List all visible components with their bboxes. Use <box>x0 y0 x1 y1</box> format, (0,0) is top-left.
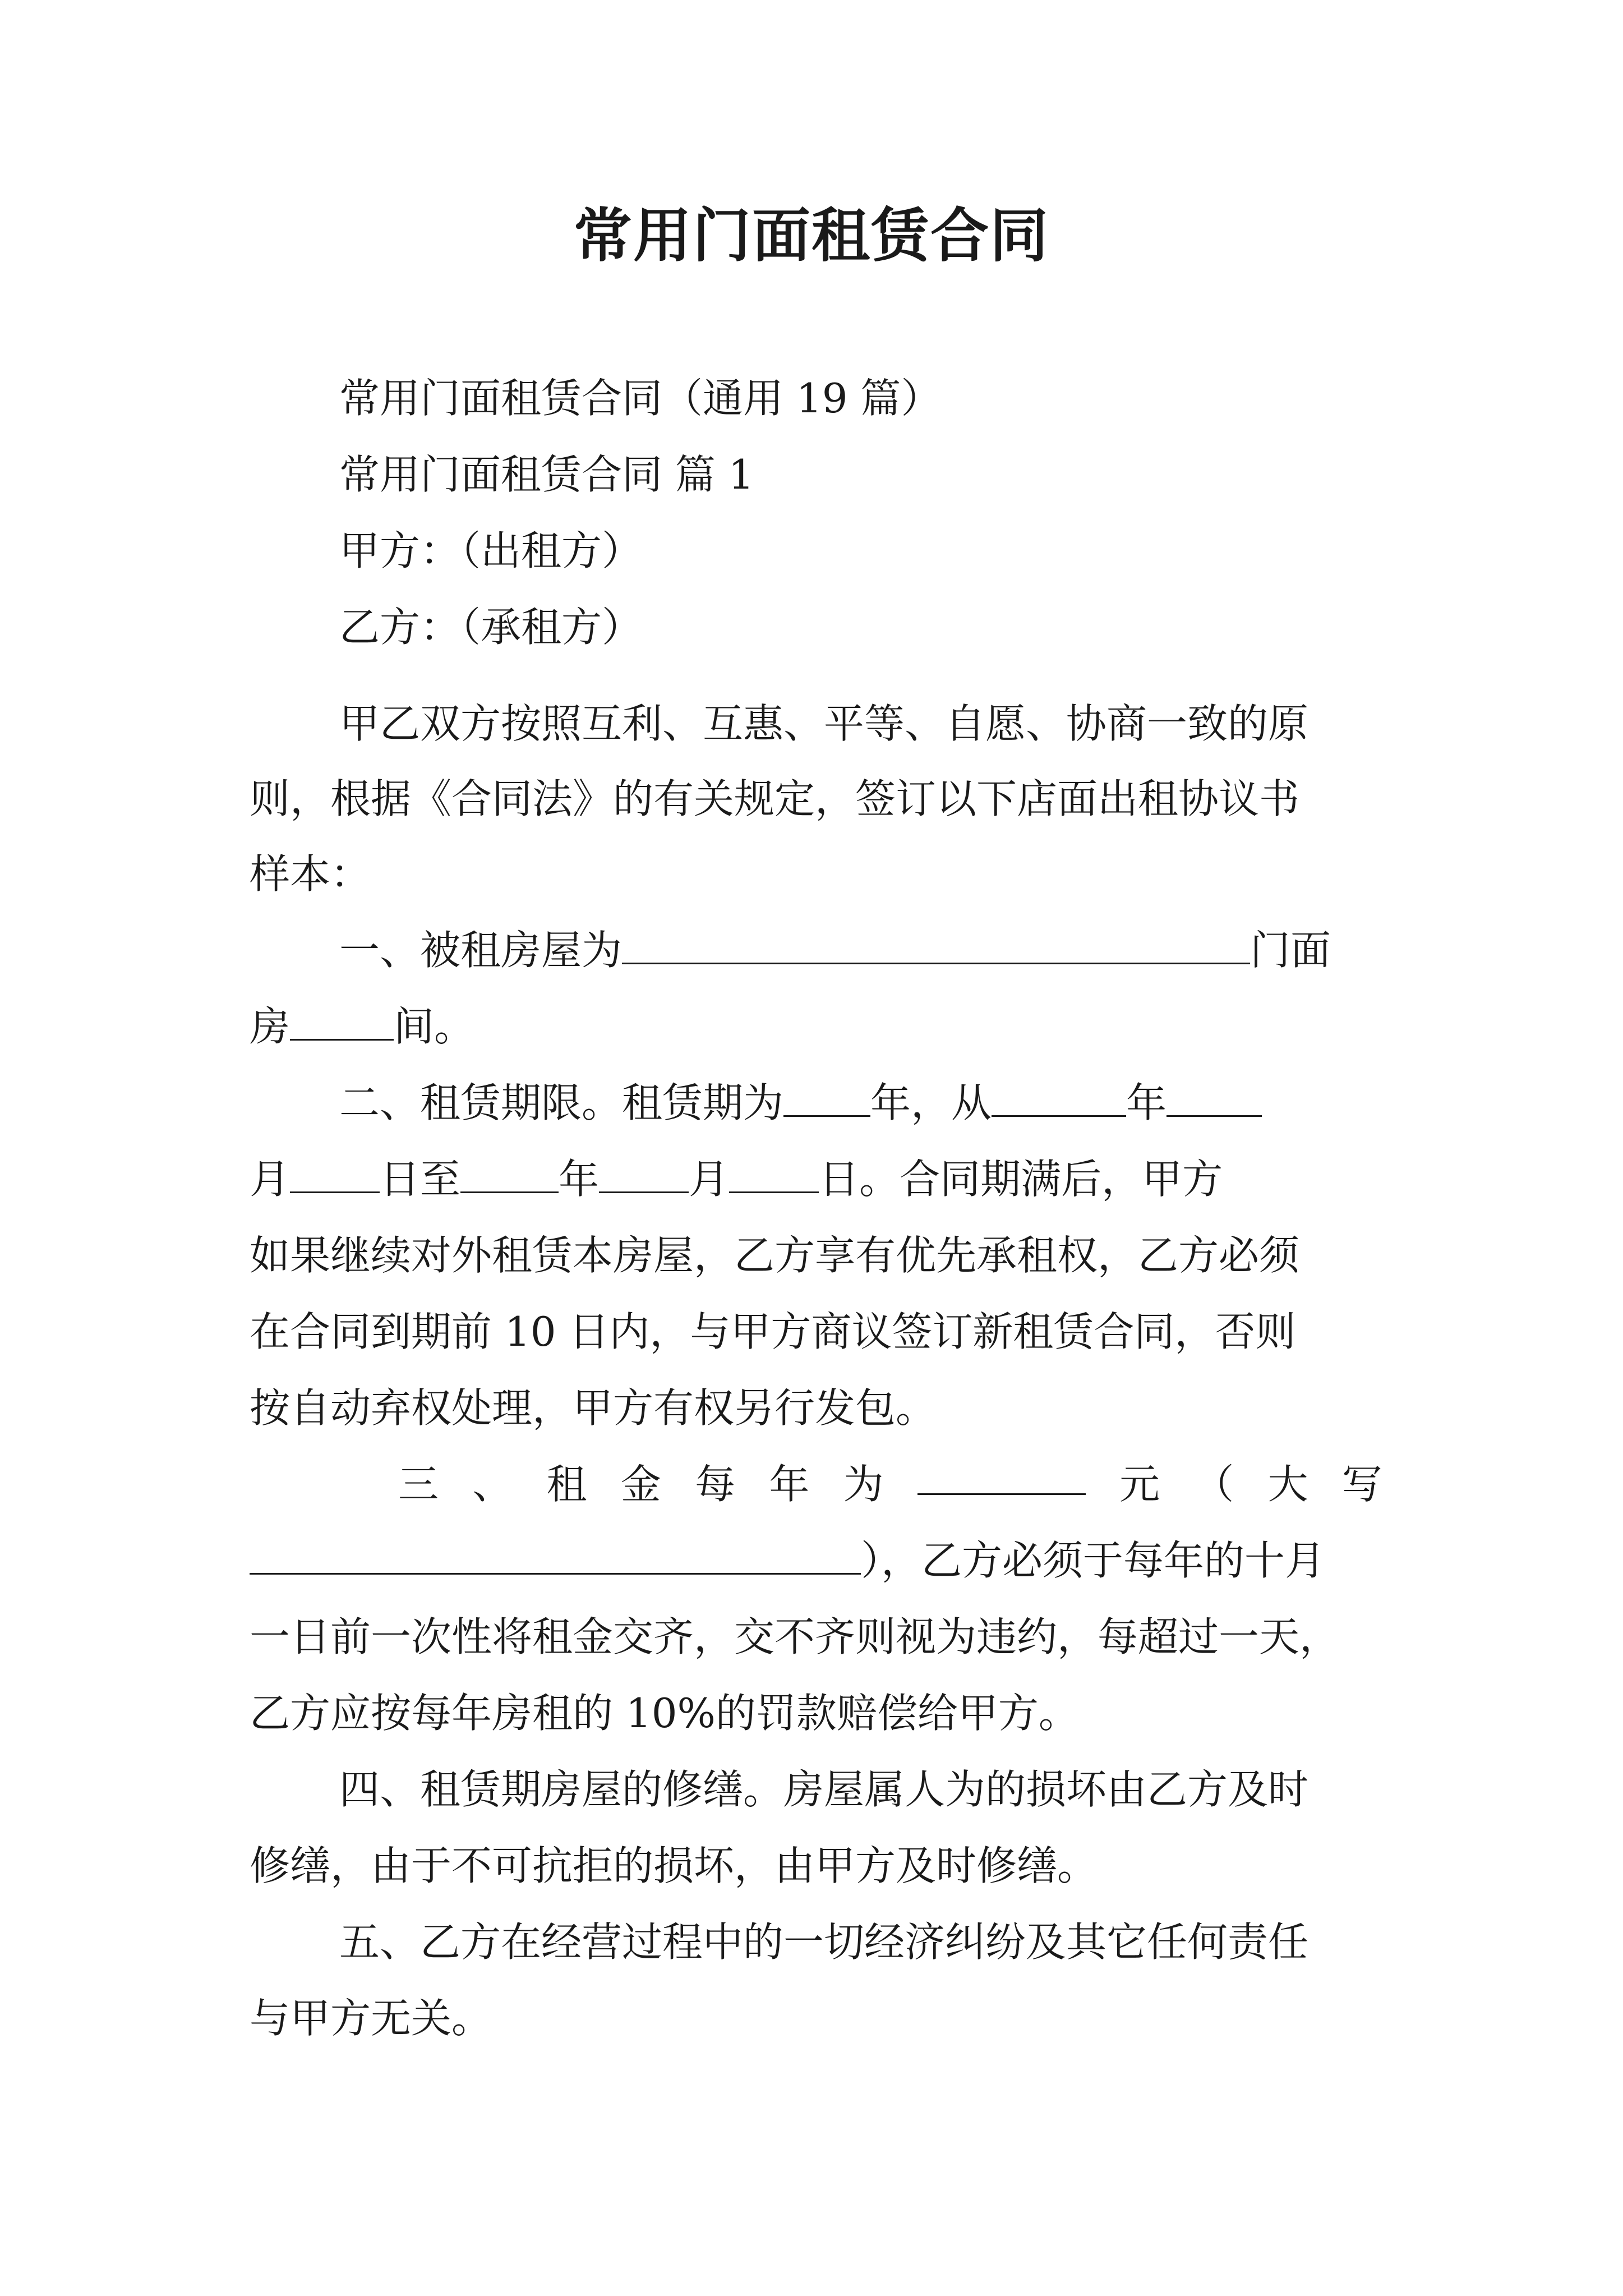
clause2-line-2 <box>250 1151 1382 1207</box>
clause2-text-c: 年 <box>1126 1079 1167 1126</box>
end-day-blank[interactable] <box>729 1154 819 1193</box>
clause2-line-5: 按自动弃权处理，甲方有权另行发包。 <box>250 1384 937 1432</box>
end-month-blank[interactable] <box>599 1154 689 1193</box>
clause5-line-2: 与甲方无关。 <box>250 1995 492 2042</box>
clause3-yuan: 元 <box>1119 1461 1160 1508</box>
clause3-char-2: 、 <box>472 1461 513 1508</box>
clause1-line-1 <box>339 922 1382 978</box>
party-a: 甲方：（出租方） <box>339 527 643 574</box>
clause3-daxie-1: 大 <box>1267 1461 1308 1508</box>
intro-line-2: 则，根据《合同法》的有关规定，签订以下店面出租协议书 <box>250 775 1300 822</box>
clause1-text-b: 门面 <box>1250 927 1331 974</box>
premises-blank[interactable] <box>622 926 1250 964</box>
clause4-line-2: 修缮，由于不可抗拒的损坏，由甲方及时修缮。 <box>250 1842 1098 1889</box>
clause3-line-4: 乙方应按每年房租的 10%的罚款赔偿给甲方。 <box>250 1690 1079 1737</box>
clause3-line-2 <box>250 1533 1382 1589</box>
start-month-blank[interactable] <box>1166 1078 1262 1117</box>
clause2-text-b: 年，从 <box>870 1079 992 1126</box>
start-year-blank[interactable] <box>992 1078 1126 1117</box>
clause3-line-3: 一日前一次性将租金交齐，交不齐则视为违约，每超过一天， <box>250 1613 1340 1660</box>
clause1-line-2 <box>250 999 1382 1055</box>
clause1-text-c: 房 <box>250 1003 291 1050</box>
clause3-char-4: 金 <box>620 1461 661 1508</box>
clause3-char-7: 为 <box>843 1461 884 1508</box>
document-title: 常用门面租赁合同 <box>573 201 1049 270</box>
clause3-char-6: 年 <box>769 1461 810 1508</box>
clause3-line2-tail: ），乙方必须于每年的十月 <box>861 1537 1326 1584</box>
lease-years-blank[interactable] <box>783 1078 870 1117</box>
intro-line-1: 甲乙双方按照互利、互惠、平等、自愿、协商一致的原 <box>339 700 1309 747</box>
clause2-text-h: 日。合同期满后，甲方 <box>819 1156 1223 1203</box>
annual-rent-blank[interactable] <box>917 1456 1086 1495</box>
clause2-line-3: 如果继续对外租赁本房屋，乙方享有优先承租权，乙方必须 <box>250 1232 1300 1279</box>
clause2-text-f: 年 <box>559 1156 600 1203</box>
end-year-blank[interactable] <box>460 1154 559 1193</box>
section-heading: 常用门面租赁合同 篇 1 <box>339 451 754 498</box>
clause2-text-a: 二、租赁期限。租赁期为 <box>339 1079 784 1126</box>
document-subtitle: 常用门面租赁合同（通用 19 篇） <box>339 375 942 422</box>
clause2-text-e: 日至 <box>380 1156 461 1203</box>
clause2-text-d: 月 <box>250 1156 291 1203</box>
clause3-char-3: 租 <box>546 1461 587 1508</box>
start-day-blank[interactable] <box>290 1154 380 1193</box>
room-count-blank[interactable] <box>290 1002 394 1041</box>
clause2-text-g: 月 <box>689 1156 730 1203</box>
clause1-text-d: 间。 <box>394 1003 475 1050</box>
clause3-line-1 <box>398 1456 1382 1512</box>
clause2-line-4: 在合同到期前 10 日内，与甲方商议签订新租赁合同，否则 <box>250 1308 1296 1355</box>
clause1-text-a: 一、被租房屋为 <box>339 927 623 974</box>
party-b: 乙方：（承租方） <box>339 604 643 651</box>
clause3-char-1: 三 <box>398 1461 439 1508</box>
rent-in-words-blank[interactable] <box>250 1536 861 1575</box>
clause3-daxie-2: 写 <box>1341 1461 1382 1508</box>
clause3-justified-row <box>398 1456 1382 1512</box>
intro-line-3: 样本： <box>250 850 371 898</box>
clause4-line-1: 四、租赁期房屋的修缮。房屋属人为的损坏由乙方及时 <box>339 1766 1309 1813</box>
clause3-paren-open: （ <box>1193 1461 1234 1508</box>
clause3-char-5: 每 <box>695 1461 736 1508</box>
clause2-line-1 <box>339 1075 1382 1131</box>
clause5-line-1: 五、乙方在经营过程中的一切经济纠纷及其它任何责任 <box>339 1918 1309 1966</box>
